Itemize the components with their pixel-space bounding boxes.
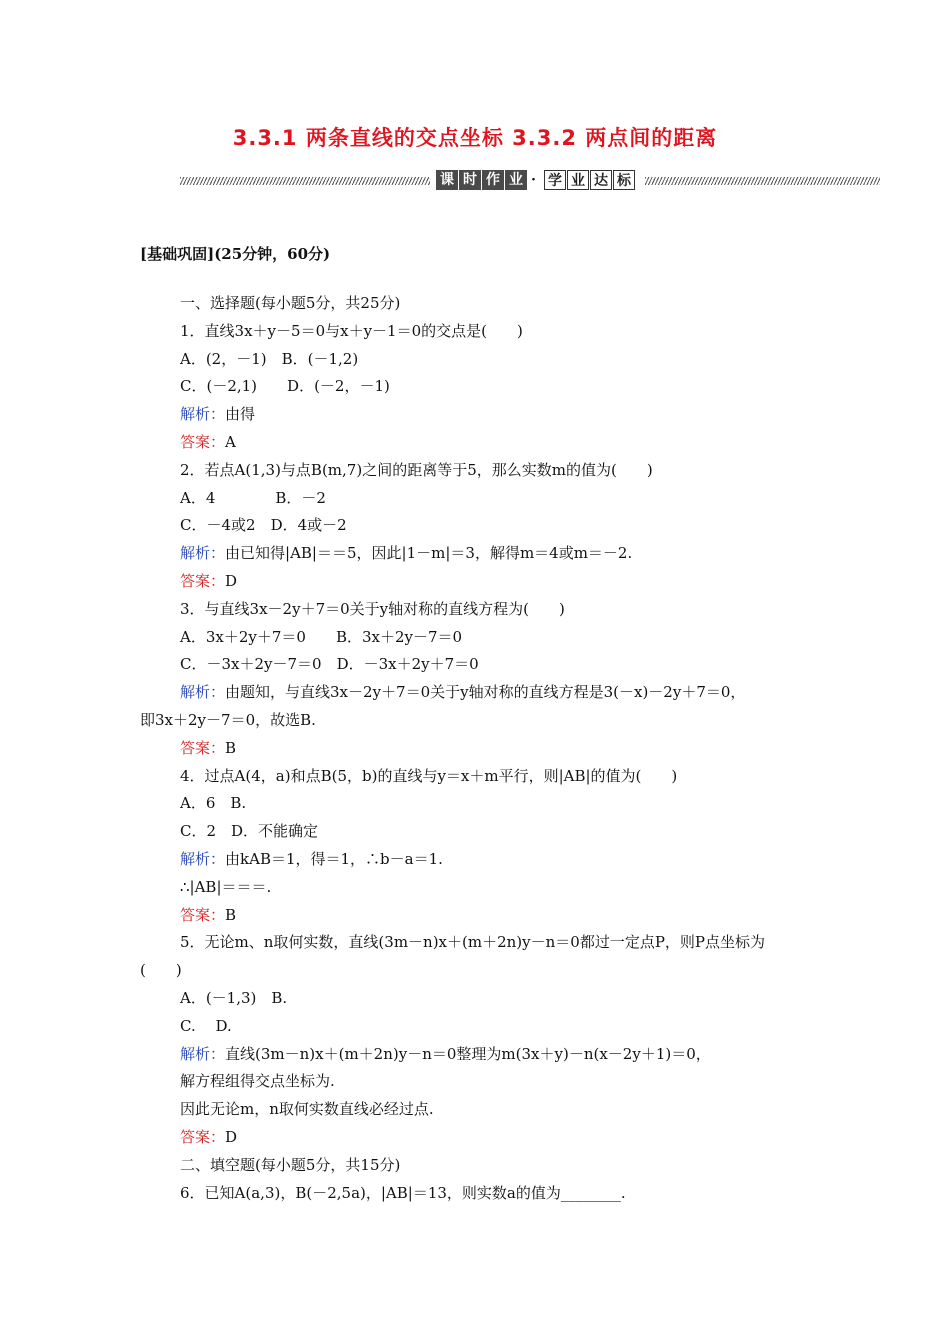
line-text: 5．无论m、n取何实数，直线(3m－n)x＋(m＋2n)y－n＝0都过一定点P，则P点坐标为 bbox=[180, 933, 766, 952]
line-text: C．－3x＋2y－7＝0 D．－3x＋2y＋7＝0 bbox=[180, 655, 479, 674]
answer-line bbox=[140, 429, 830, 457]
analysis-label: 解析： bbox=[180, 683, 226, 702]
answer-label: 答案： bbox=[180, 738, 226, 757]
banner-hatch-left bbox=[180, 177, 430, 185]
line-text: 直线(3m－n)x＋(m＋2n)y－n＝0整理为m(3x＋y)－n(x－2y＋1)＝0， bbox=[225, 1044, 711, 1063]
text-line bbox=[140, 1152, 830, 1180]
answer-label: 答案： bbox=[180, 905, 226, 924]
answer-label: 答案： bbox=[180, 432, 226, 451]
line-text: 一、选择题(每小题5分，共25分) bbox=[180, 294, 401, 312]
text-line bbox=[140, 929, 830, 957]
answer-line bbox=[140, 735, 830, 763]
analysis-label: 解析： bbox=[180, 1044, 226, 1063]
answer-line bbox=[140, 568, 830, 596]
line-text: 解方程组得交点坐标为. bbox=[180, 1072, 335, 1091]
banner-char: 课 bbox=[436, 170, 458, 190]
text-line bbox=[140, 596, 830, 624]
line-text: 由已知得|AB|＝＝5，因此|1－m|＝3，解得m＝4或m＝－2. bbox=[225, 544, 633, 563]
line-text: A．(－1,3) B. bbox=[180, 988, 288, 1007]
text-line bbox=[140, 763, 830, 791]
line-text: B bbox=[225, 905, 237, 924]
line-text: C．(－2,1) D．(－2，－1) bbox=[180, 377, 390, 396]
line-text: 由得 bbox=[225, 405, 256, 424]
text-line bbox=[140, 290, 830, 318]
homework-banner bbox=[180, 170, 880, 192]
line-text: A．6 B. bbox=[180, 794, 247, 813]
banner-char: 时 bbox=[459, 170, 481, 190]
text-line bbox=[140, 485, 830, 513]
analysis-line bbox=[140, 540, 830, 568]
line-text: A．(2，－1) B．(－1,2) bbox=[180, 349, 359, 368]
text-line bbox=[140, 624, 830, 652]
text-line bbox=[140, 1068, 830, 1096]
banner-char: 学 bbox=[544, 170, 566, 190]
banner-char: 业 bbox=[505, 170, 527, 190]
page-title: 3.3.1 两条直线的交点坐标 3.3.2 两点间的距离 bbox=[232, 126, 718, 150]
answer-label: 答案： bbox=[180, 1127, 226, 1146]
line-text: 由题知，与直线3x－2y＋7＝0关于y轴对称的直线方程是3(－x)－2y＋7＝0， bbox=[225, 683, 746, 702]
text-line bbox=[140, 373, 830, 401]
text-line bbox=[140, 1096, 830, 1124]
banner-char: 作 bbox=[482, 170, 504, 190]
banner-separator: · bbox=[531, 172, 536, 188]
line-text: 二、填空题(每小题5分，共15分) bbox=[180, 1155, 401, 1174]
banner-box-homework bbox=[436, 170, 527, 191]
line-text: 1．直线3x＋y－5＝0与x＋y－1＝0的交点是( ) bbox=[180, 321, 523, 340]
line-text: A bbox=[225, 432, 236, 451]
text-line bbox=[140, 1180, 830, 1208]
text-line bbox=[140, 457, 830, 485]
line-text: C．－4或2 D．4或－2 bbox=[180, 516, 347, 535]
line-text: 因此无论m，n取何实数直线必经过点. bbox=[180, 1100, 434, 1119]
analysis-label: 解析： bbox=[180, 544, 226, 563]
answer-line bbox=[140, 1124, 830, 1152]
banner-char: 标 bbox=[613, 170, 635, 190]
line-text: 即3x＋2y－7＝0，故选B. bbox=[140, 710, 316, 729]
text-line bbox=[140, 318, 830, 346]
analysis-label: 解析： bbox=[180, 405, 226, 424]
text-line bbox=[140, 957, 830, 985]
text-line bbox=[140, 985, 830, 1013]
line-text: A．4 B．－2 bbox=[180, 488, 326, 507]
analysis-label: 解析： bbox=[180, 849, 226, 868]
banner-hatch-right bbox=[645, 177, 880, 185]
answer-line bbox=[140, 902, 830, 930]
answer-label: 答案： bbox=[180, 571, 226, 590]
banner-box-standard bbox=[544, 170, 635, 191]
section-heading: [基础巩固](25分钟，60分) bbox=[140, 245, 331, 263]
text-line bbox=[140, 707, 830, 735]
text-line bbox=[140, 346, 830, 374]
analysis-line bbox=[140, 846, 830, 874]
banner-char: 业 bbox=[567, 170, 589, 190]
line-text: C. D. bbox=[180, 1016, 232, 1035]
line-text: 4．过点A(4，a)和点B(5，b)的直线与y＝x＋m平行，则|AB|的值为( ) bbox=[180, 766, 678, 785]
text-line bbox=[140, 651, 830, 679]
line-text: ∴|AB|＝＝＝. bbox=[180, 877, 272, 896]
exercise-body bbox=[140, 290, 830, 1207]
line-text: B bbox=[225, 738, 237, 757]
analysis-line bbox=[140, 1041, 830, 1069]
line-text: ( ) bbox=[140, 961, 182, 980]
line-text: C．2 D．不能确定 bbox=[180, 822, 319, 841]
analysis-line bbox=[140, 401, 830, 429]
analysis-line bbox=[140, 679, 830, 707]
text-line bbox=[140, 1013, 830, 1041]
text-line bbox=[140, 790, 830, 818]
line-text: D bbox=[225, 1127, 238, 1146]
text-line bbox=[140, 874, 830, 902]
line-text: 由kAB＝1，得＝1，∴b－a＝1. bbox=[225, 849, 443, 868]
line-text: A．3x＋2y＋7＝0 B．3x＋2y－7＝0 bbox=[180, 627, 463, 646]
line-text: 6．已知A(a,3)，B(－2,5a)，|AB|＝13，则实数a的值为________. bbox=[180, 1183, 626, 1202]
text-line bbox=[140, 818, 830, 846]
banner-char: 达 bbox=[590, 170, 612, 190]
text-line bbox=[140, 512, 830, 540]
line-text: 2．若点A(1,3)与点B(m,7)之间的距离等于5，那么实数m的值为( ) bbox=[180, 460, 653, 479]
line-text: 3．与直线3x－2y＋7＝0关于y轴对称的直线方程为( ) bbox=[180, 599, 565, 618]
line-text: D bbox=[225, 571, 238, 590]
